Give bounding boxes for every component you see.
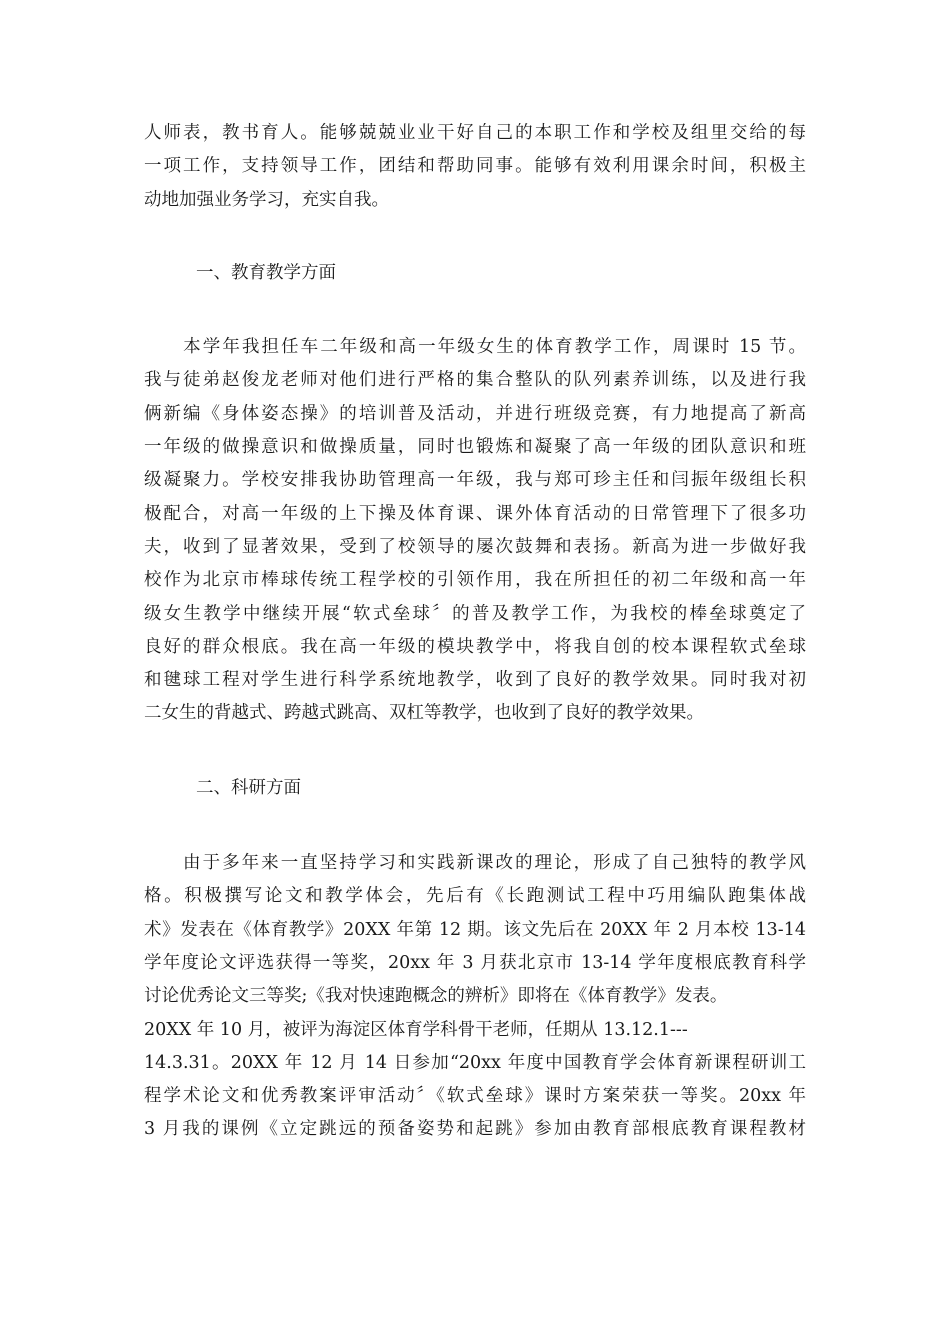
text-line: 3 月我的课例《立定跳远的预备姿势和起跳》参加由教育部根底教育课程教材 <box>144 1119 806 1140</box>
intro-paragraph <box>144 117 806 217</box>
text-line: 14.3.31。20XX 年 12 月 14 日参加“20xx 年度中国教育学会体育新课程研训工 <box>144 1052 806 1073</box>
text-line: 动地加强业务学习，充实自我。 <box>144 189 389 210</box>
text-line: 本学年我担任车二年级和高一年级女生的体育教学工作，周课时 15 节。 <box>144 337 806 358</box>
text-line: 和毽球工程对学生进行科学系统地教学，收到了良好的教学效果。同时我对初 <box>144 670 806 691</box>
text-line: 我与徒弟赵俊龙老师对他们进行严格的集合整队的队列素养训练，以及进行我 <box>144 370 806 391</box>
text-line: 格。积极撰写论文和教学体会，先后有《长跑测试工程中巧用编队跑集体战 <box>144 886 806 907</box>
text-line: 级女生教学中继续开展“软式垒球〞的普及教学工作，为我校的棒垒球奠定了 <box>144 603 806 624</box>
text-line: 级凝聚力。学校安排我协助管理高一年级，我与郑可珍主任和闫振年级组长积 <box>144 470 806 491</box>
text-line: 俩新编《身体姿态操》的培训普及活动，并进行班级竞赛，有力地提高了新高 <box>144 403 806 424</box>
document-page <box>144 117 806 1147</box>
teaching-paragraph <box>144 331 806 731</box>
text-line: 程学术论文和优秀教案评审活动〞《软式垒球》课时方案荣获一等奖。20xx 年 <box>144 1086 806 1107</box>
text-line: 一年级的做操意识和做操质量，同时也锻炼和凝聚了高一年级的团队意识和班 <box>144 437 806 458</box>
research-paragraph <box>144 847 806 1147</box>
paragraph-spacer <box>144 290 806 331</box>
section-heading-research: 二、科研方面 <box>196 777 301 798</box>
section-heading-teaching: 一、教育教学方面 <box>196 262 336 283</box>
paragraph-spacer <box>144 805 806 847</box>
text-line: 良好的群众根底。我在高一年级的模块教学中，将我自创的校本课程软式垒球 <box>144 636 806 657</box>
text-line: 20XX 年 10 月，被评为海淀区体育学科骨干老师，任期从 13.12.1--- <box>144 1019 688 1040</box>
text-line: 人师表，教书育人。能够兢兢业业干好自己的本职工作和学校及组里交给的每 <box>144 123 806 143</box>
text-line: 术》发表在《体育教学》20XX 年第 12 期。该文先后在 20XX 年 2 月本校 13-14 <box>144 919 806 940</box>
text-line: 二女生的背越式、跨越式跳高、双杠等教学，也收到了良好的教学效果。 <box>144 703 704 724</box>
text-line: 一项工作，支持领导工作，团结和帮助同事。能够有效利用课余时间，积极主 <box>144 156 806 177</box>
text-line: 校作为北京市棒球传统工程学校的引领作用，我在所担任的初二年级和高一年 <box>144 570 806 591</box>
text-line: 由于多年来一直坚持学习和实践新课改的理论，形成了自己独特的教学风 <box>144 853 806 874</box>
paragraph-spacer <box>144 217 806 257</box>
text-line: 学年度论文评选获得一等奖，20xx 年 3 月获北京市 13-14 学年度根底教育科学 <box>144 952 806 973</box>
text-line: 极配合，对高一年级的上下操及体育课、课外体育活动的日常管理下了很多功 <box>144 503 806 524</box>
text-line: 夫，收到了显著效果，受到了校领导的屡次鼓舞和表扬。新高为进一步做好我 <box>144 536 806 557</box>
paragraph-spacer <box>144 731 806 772</box>
text-line: 讨论优秀论文三等奖;《我对快速跑概念的辨析》即将在《体育教学》发表。 <box>144 986 728 1007</box>
